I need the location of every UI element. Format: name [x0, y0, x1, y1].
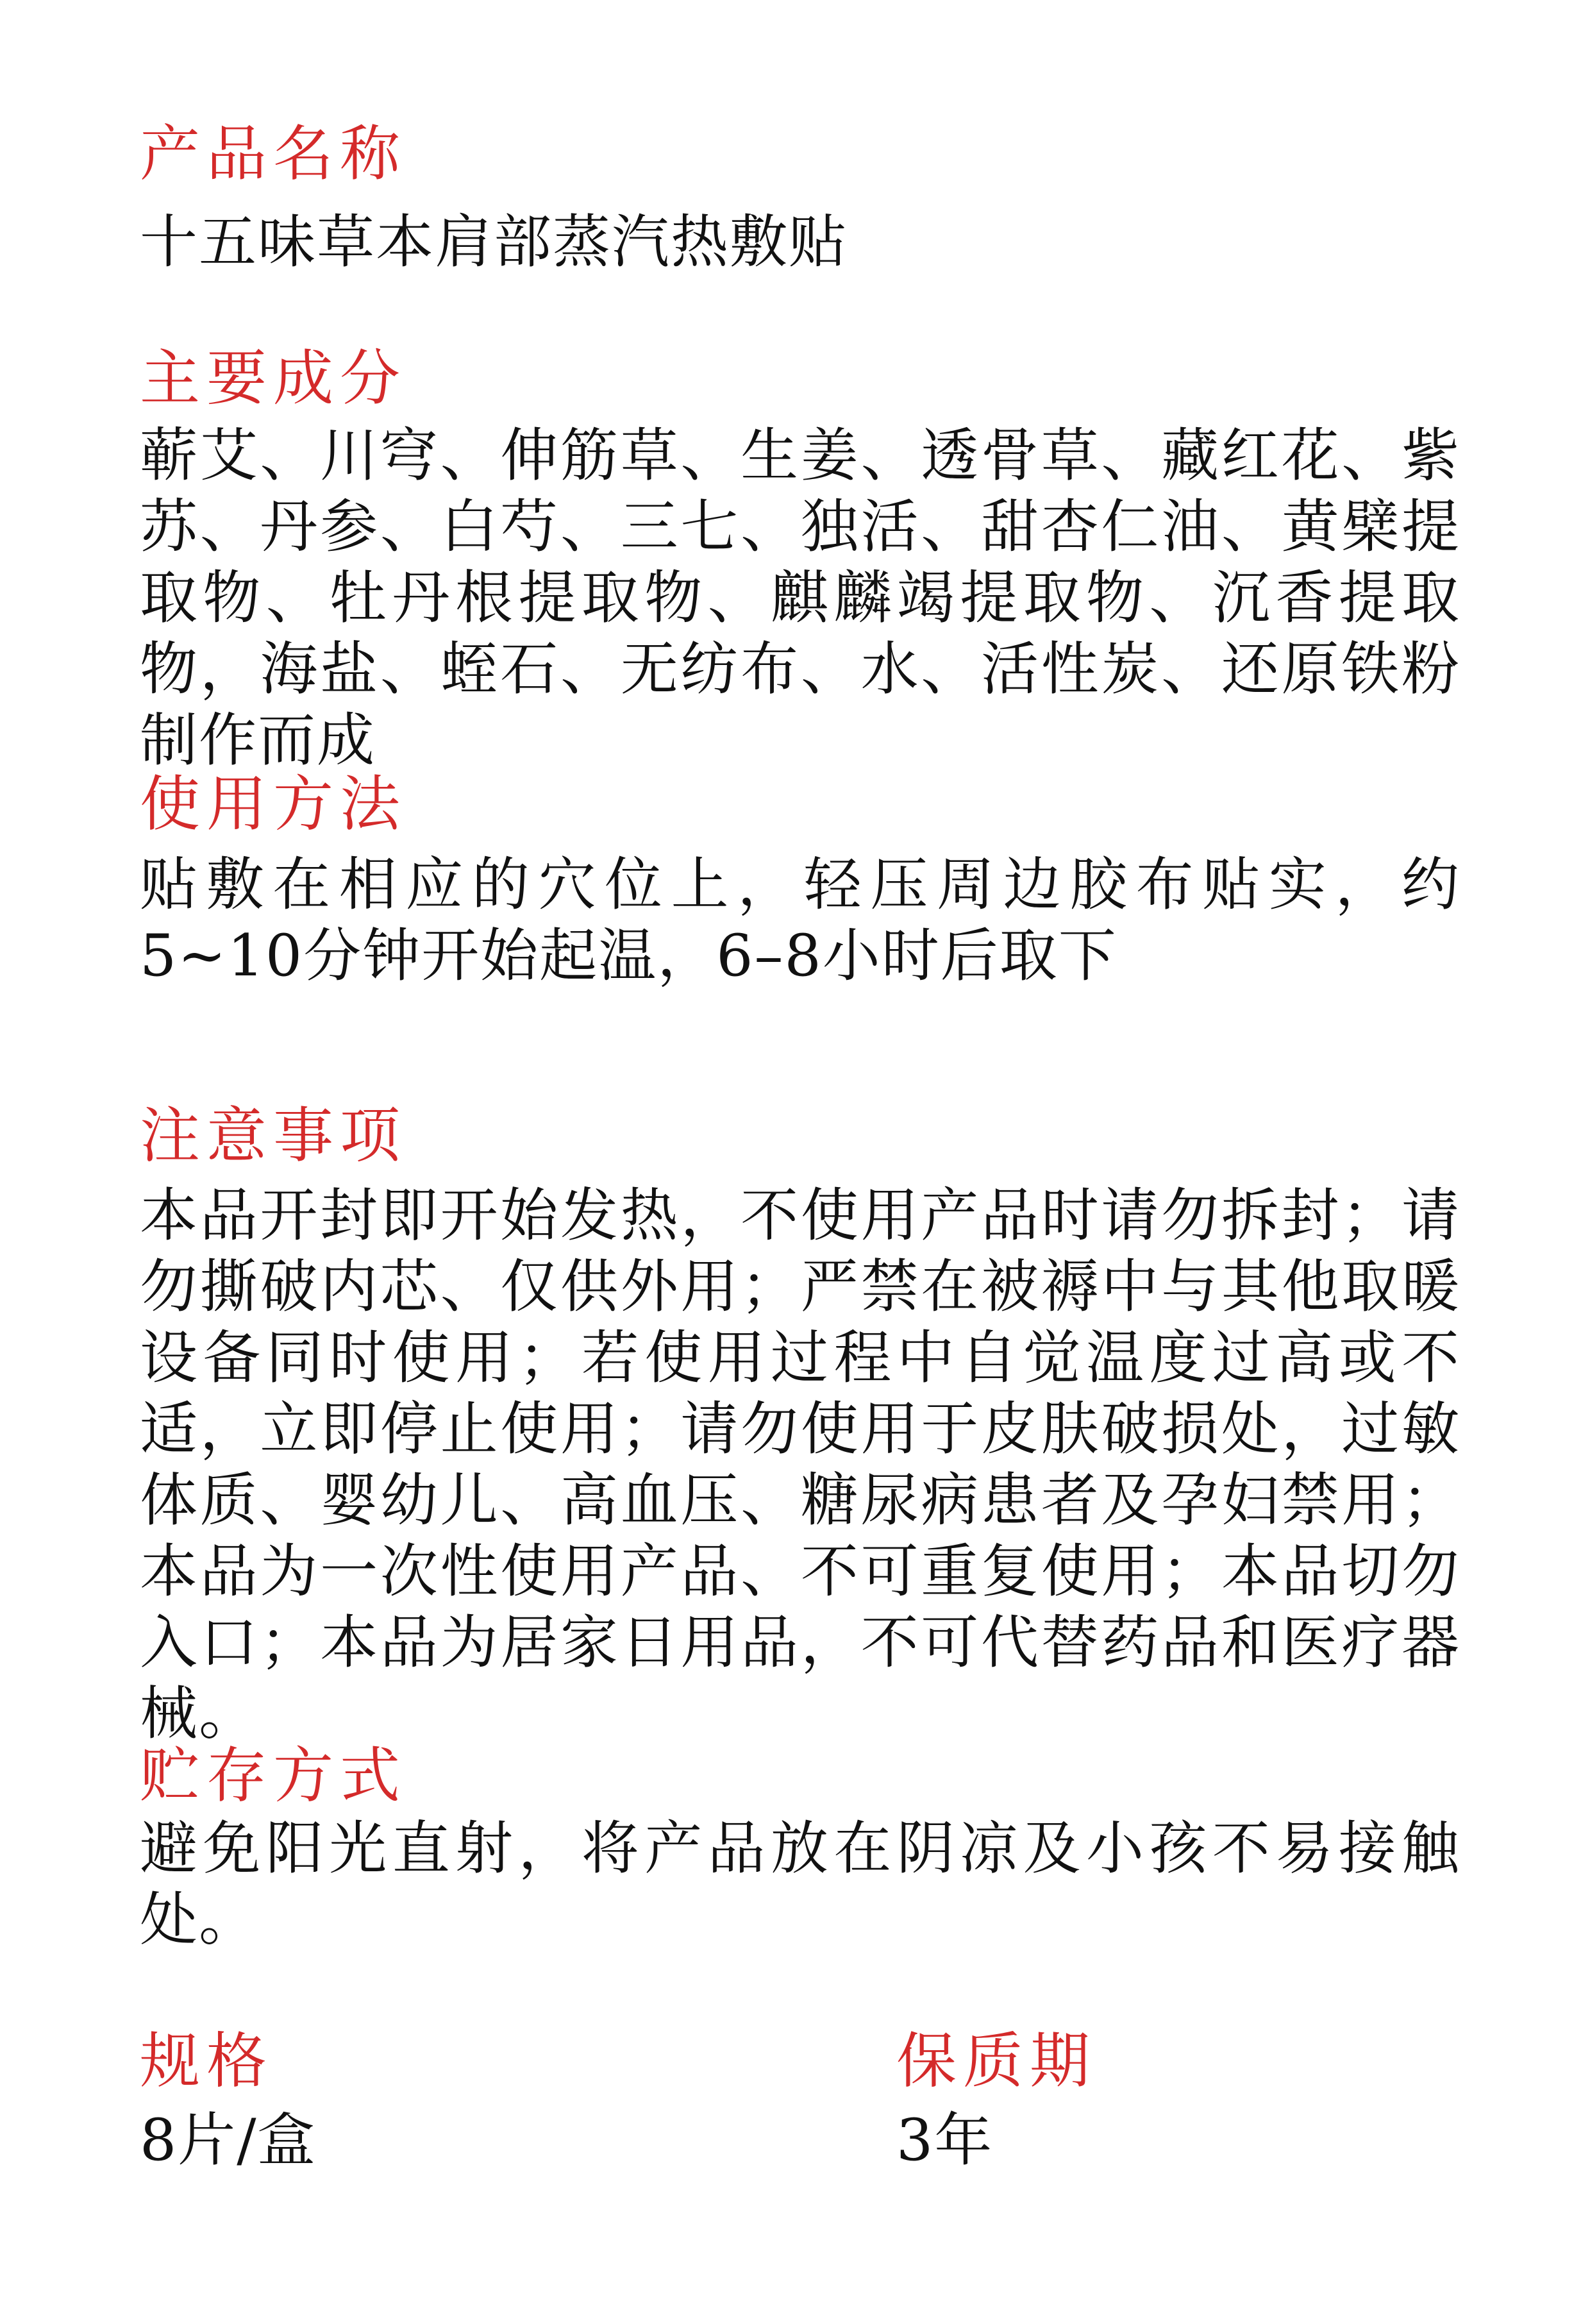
spec-value: 8片/盒: [140, 2107, 317, 2174]
storage-value: 避免阳光直射，将产品放在阴凉及小孩不易接触处。: [140, 1815, 1460, 1953]
precautions-value: 本品开封即开始发热，不使用产品时请勿拆封；请勿撕破内芯、仅供外用；严禁在被褥中与其他取暖设备同时使用；若使用过程中自觉温度过高或不适，立即停止使用；请勿使用于皮肤破损处，过敏体质、婴幼儿、高血压、糖尿病患者及孕妇禁用；本品为一次性使用产品、不可重复使用；本品切勿入口；本品为居家日用品，不可代替药品和医疗器械。: [140, 1182, 1460, 1747]
usage-heading: 使用方法: [140, 770, 407, 839]
spec-heading: 规格: [140, 2026, 274, 2096]
ingredients-heading: 主要成分: [140, 344, 407, 414]
ingredients-value: 蕲艾、川穹、伸筋草、生姜、透骨草、藏红花、紫苏、丹参、白芍、三七、独活、甜杏仁油、黄檗提取物、牡丹根提取物、麒麟竭提取物、沉香提取物，海盐、蛭石、无纺布、水、活性炭、还原铁粉制作而成: [140, 422, 1460, 774]
shelf-life-value: 3年: [896, 2107, 994, 2174]
storage-heading: 贮存方式: [140, 1741, 407, 1811]
product-name-value: 十五味草本肩部蒸汽热敷贴: [140, 208, 848, 276]
precautions-heading: 注意事项: [140, 1101, 407, 1171]
product-name-heading: 产品名称: [140, 119, 407, 189]
usage-value: 贴敷在相应的穴位上，轻压周边胶布贴实，约5~10分钟开始起温，6–8小时后取下: [140, 851, 1460, 989]
shelf-life-heading: 保质期: [896, 2026, 1097, 2096]
